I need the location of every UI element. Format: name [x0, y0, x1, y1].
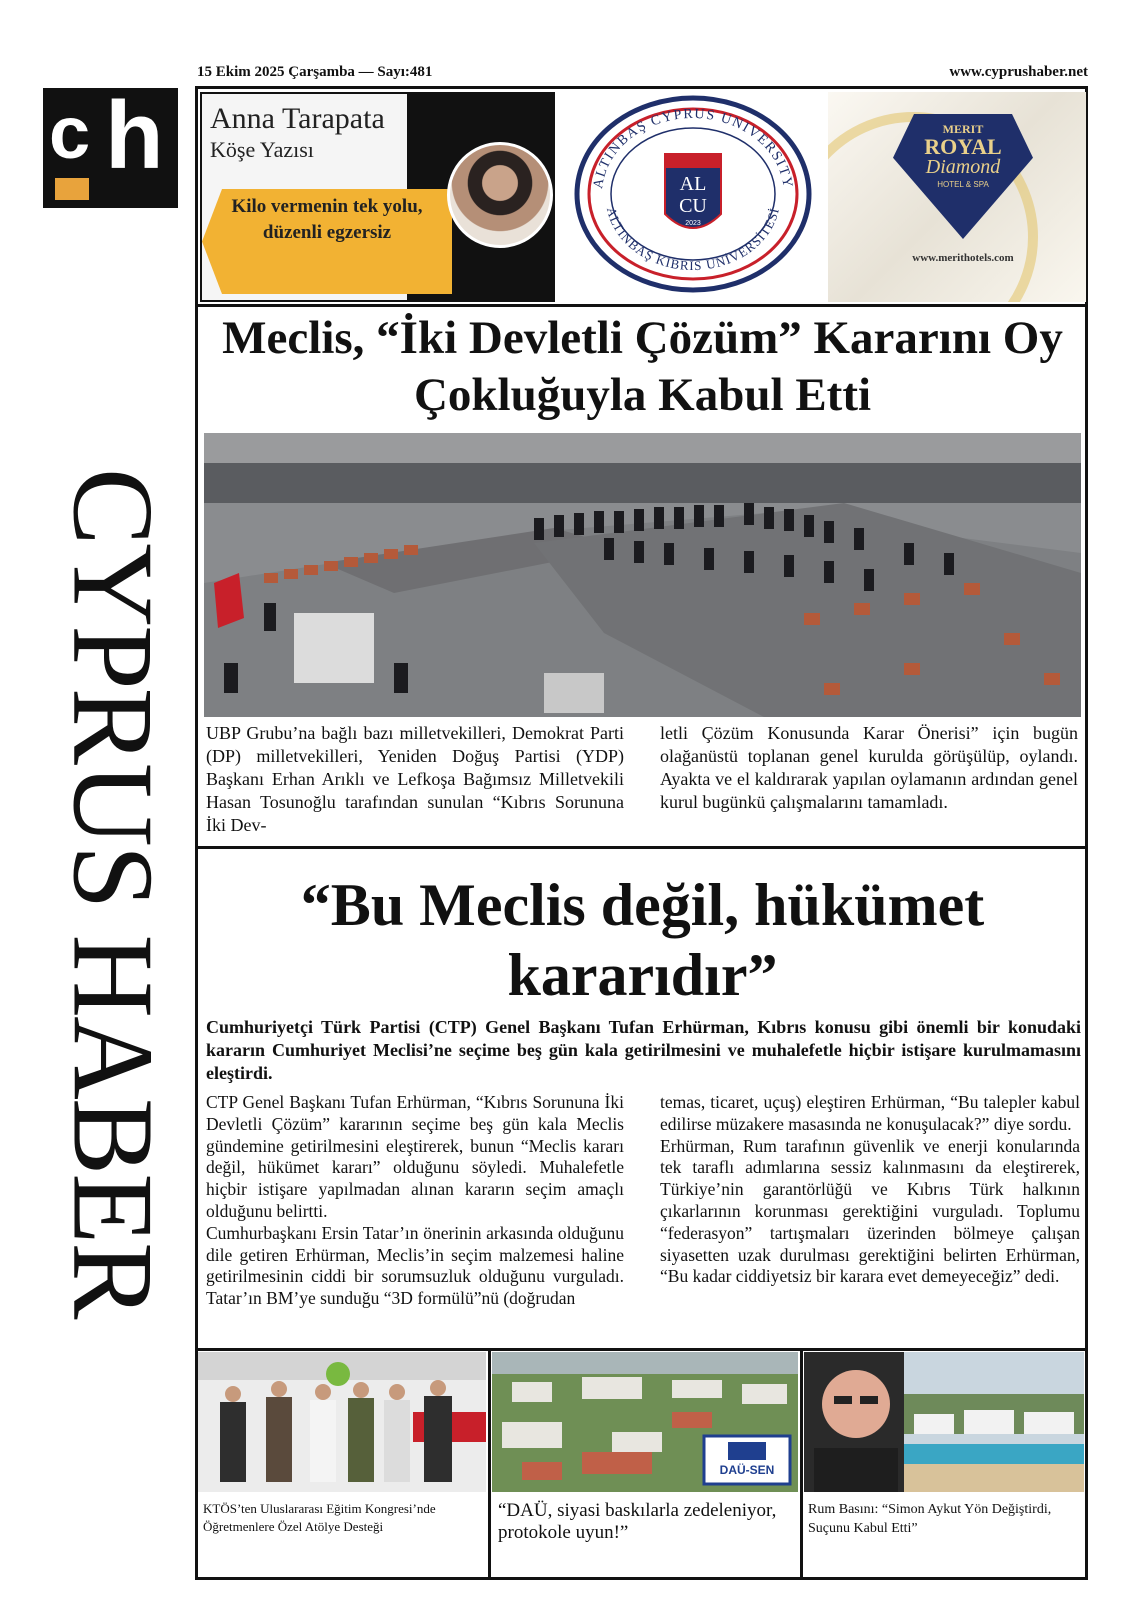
story2-lede: Cumhuriyetçi Türk Partisi (CTP) Genel Başkanı Tufan Erhürman, Kıbrıs konusu gibi önemli bir konudaki kararın Cumhuriyet Meclisi’ne seçime beş gün kala getirilmesini ve muhalefetle hiçbir istişare kurulmamasını eleştirdi.: [206, 1017, 1081, 1083]
dau-caption[interactable]: “DAÜ, siyasi baskılarla zedeleniyor, protokole uyun!”: [498, 1500, 777, 1543]
logo-letter-h: h: [105, 82, 164, 189]
story2-column-2: [660, 1092, 1080, 1288]
hotel-line4: HOTEL & SPA: [937, 180, 989, 189]
parliament-photo-image: [204, 433, 1081, 717]
ktos-photo[interactable]: [198, 1352, 486, 1492]
story2-col2-paragraph-1: temas, ticaret, uçuş) eleştiren Erhürman, “Bu talepler kabul edilirse müzakere masasında ne konuşulacak?” diye sordu.: [660, 1092, 1080, 1134]
bottom-separator-2: [800, 1348, 803, 1580]
ktos-caption[interactable]: KTÖS’ten Uluslararası Eğitim Kongresi’nde Öğretmenlere Özel Atölye Desteği: [203, 1501, 436, 1534]
university-seal-icon: [572, 94, 814, 294]
hotel-ad[interactable]: [828, 92, 1086, 302]
columnist-ad[interactable]: [200, 92, 555, 302]
hotel-line1: MERIT: [942, 122, 984, 136]
hotel-url[interactable]: www.merithotels.com: [912, 252, 1014, 264]
page-bottom-rule: [195, 1577, 1088, 1580]
rum-basini-photo-image: [804, 1352, 1084, 1492]
story2-col1-paragraph-1: CTP Genel Başkanı Tufan Erhürman, “Kıbrıs Sorununa İki Devletli Çözüm” kararının seçime beş gün kala Meclis gündemine getirilmesini eleştirerek, bunun “Meclis kararı değil, hükümet kararı” olduğunu söyledi. Muhalefetle hiçbir istişare yapılmadan alınan kararın seçim amaçlı olduğunu belirtti.: [206, 1092, 624, 1221]
ktos-group-photo-image: [198, 1352, 486, 1492]
dau-photo[interactable]: [492, 1352, 798, 1492]
columnist-teaser: Kilo vermenin tek yolu, düzenli egzersiz: [231, 196, 423, 243]
dateline: 15 Ekim 2025 Çarşamba — Sayı:481: [197, 64, 433, 80]
university-bottom-text: ALTINBAŞ KIBRIS ÜNİVERSİTESİ: [603, 205, 783, 274]
dau-campus-photo-image: [492, 1352, 798, 1492]
story2-column-1: [206, 1092, 624, 1310]
university-ad[interactable]: [562, 92, 822, 302]
top-rule: [195, 86, 1088, 89]
newspaper-name: CYPRUS HABER: [48, 467, 177, 1318]
logo-letter-c: c: [49, 91, 91, 174]
dau-sen-badge: DAÜ-SEN: [719, 1463, 775, 1477]
logo-accent-bar: [55, 178, 89, 200]
story1-bottom-rule: [195, 846, 1088, 849]
hotel-line2: ROYAL: [924, 134, 1002, 159]
university-year: 2023: [685, 220, 701, 227]
story1-column-2: letli Çözüm Konusunda Karar Önerisi” için bugün olağanüstü toplanan genel kurulda görüşülüp, oylandı. Ayakta ve el kaldırarak yapılan oylamanın ardından genel kurul bugünkü çalışmalarını tamamladı.: [660, 723, 1078, 812]
story1-headline[interactable]: Meclis, “İki Devletli Çözüm” Kararını Oy Çokluğuyla Kabul Etti: [222, 312, 1063, 421]
rum-basini-photo[interactable]: [804, 1352, 1084, 1492]
story2-bottom-rule: [195, 1348, 1088, 1351]
columnist-section: Köşe Yazısı: [210, 137, 314, 162]
website-link[interactable]: www.cyprushaber.net: [949, 64, 1088, 80]
hotel-line3: Diamond: [925, 156, 1001, 178]
story2-col1-paragraph-2: Cumhurbaşkanı Ersin Tatar’ın önerinin arkasında olduğunu dile getiren Erhürman, Meclis’in seçim malzemesi haline getirilmesinin ciddi bir sorumsuzluk olduğunu vurguladı. Tatar’ın BM’ye sunduğu “3D formülü”nü (doğrudan: [206, 1222, 624, 1309]
ads-bottom-rule: [195, 304, 1088, 307]
story1-column-1: UBP Grubu’na bağlı bazı milletvekilleri, Demokrat Parti (DP) milletvekilleri, Yeniden Doğuş Partisi (YDP) Başkanı Erhan Arıklı ve Lefkoşa Bağımsız Milletvekili Hasan Tosunoğlu tarafından sunulan “Kıbrıs Sorununa İki Dev-: [206, 723, 624, 835]
logo[interactable]: [43, 82, 178, 208]
masthead-vertical-title: [30, 235, 195, 1550]
frame-right-rule: [1085, 86, 1088, 1580]
story2-col2-paragraph-2: Erhürman, Rum tarafının güvenlik ve enerji konularında tek taraflı adımlarına sessiz kalınmasını da eleştirerek, Türkiye’nin garantörlüğü ve Kıbrıs Türk halkının çıkarlarının korunması gerektiğini vurguladı. Toplumu “federasyon” tartışmaları üzerinden bölmeye çalışan siyasetten uzak durulması gerektiğini belirten Erhürman, “Bu kadar ciddiyetsiz bir karara evet demeyeceğiz” dedi.: [660, 1135, 1080, 1287]
university-top-text: ALTINBAŞ CYPRUS UNIVERSITY: [591, 106, 795, 190]
parliament-photo[interactable]: [204, 433, 1081, 717]
bottom-separator-1: [488, 1348, 491, 1580]
university-abbr-cu: CU: [679, 195, 707, 217]
university-abbr-al: AL: [679, 173, 707, 195]
columnist-name: Anna Tarapata: [210, 102, 385, 135]
story2-headline[interactable]: “Bu Meclis değil, hükümet kararıdır”: [300, 872, 985, 1008]
columnist-photo: [447, 142, 553, 248]
rum-basini-caption[interactable]: Rum Basını: “Simon Aykut Yön Değiştirdi, Suçunu Kabul Etti”: [808, 1502, 1052, 1536]
